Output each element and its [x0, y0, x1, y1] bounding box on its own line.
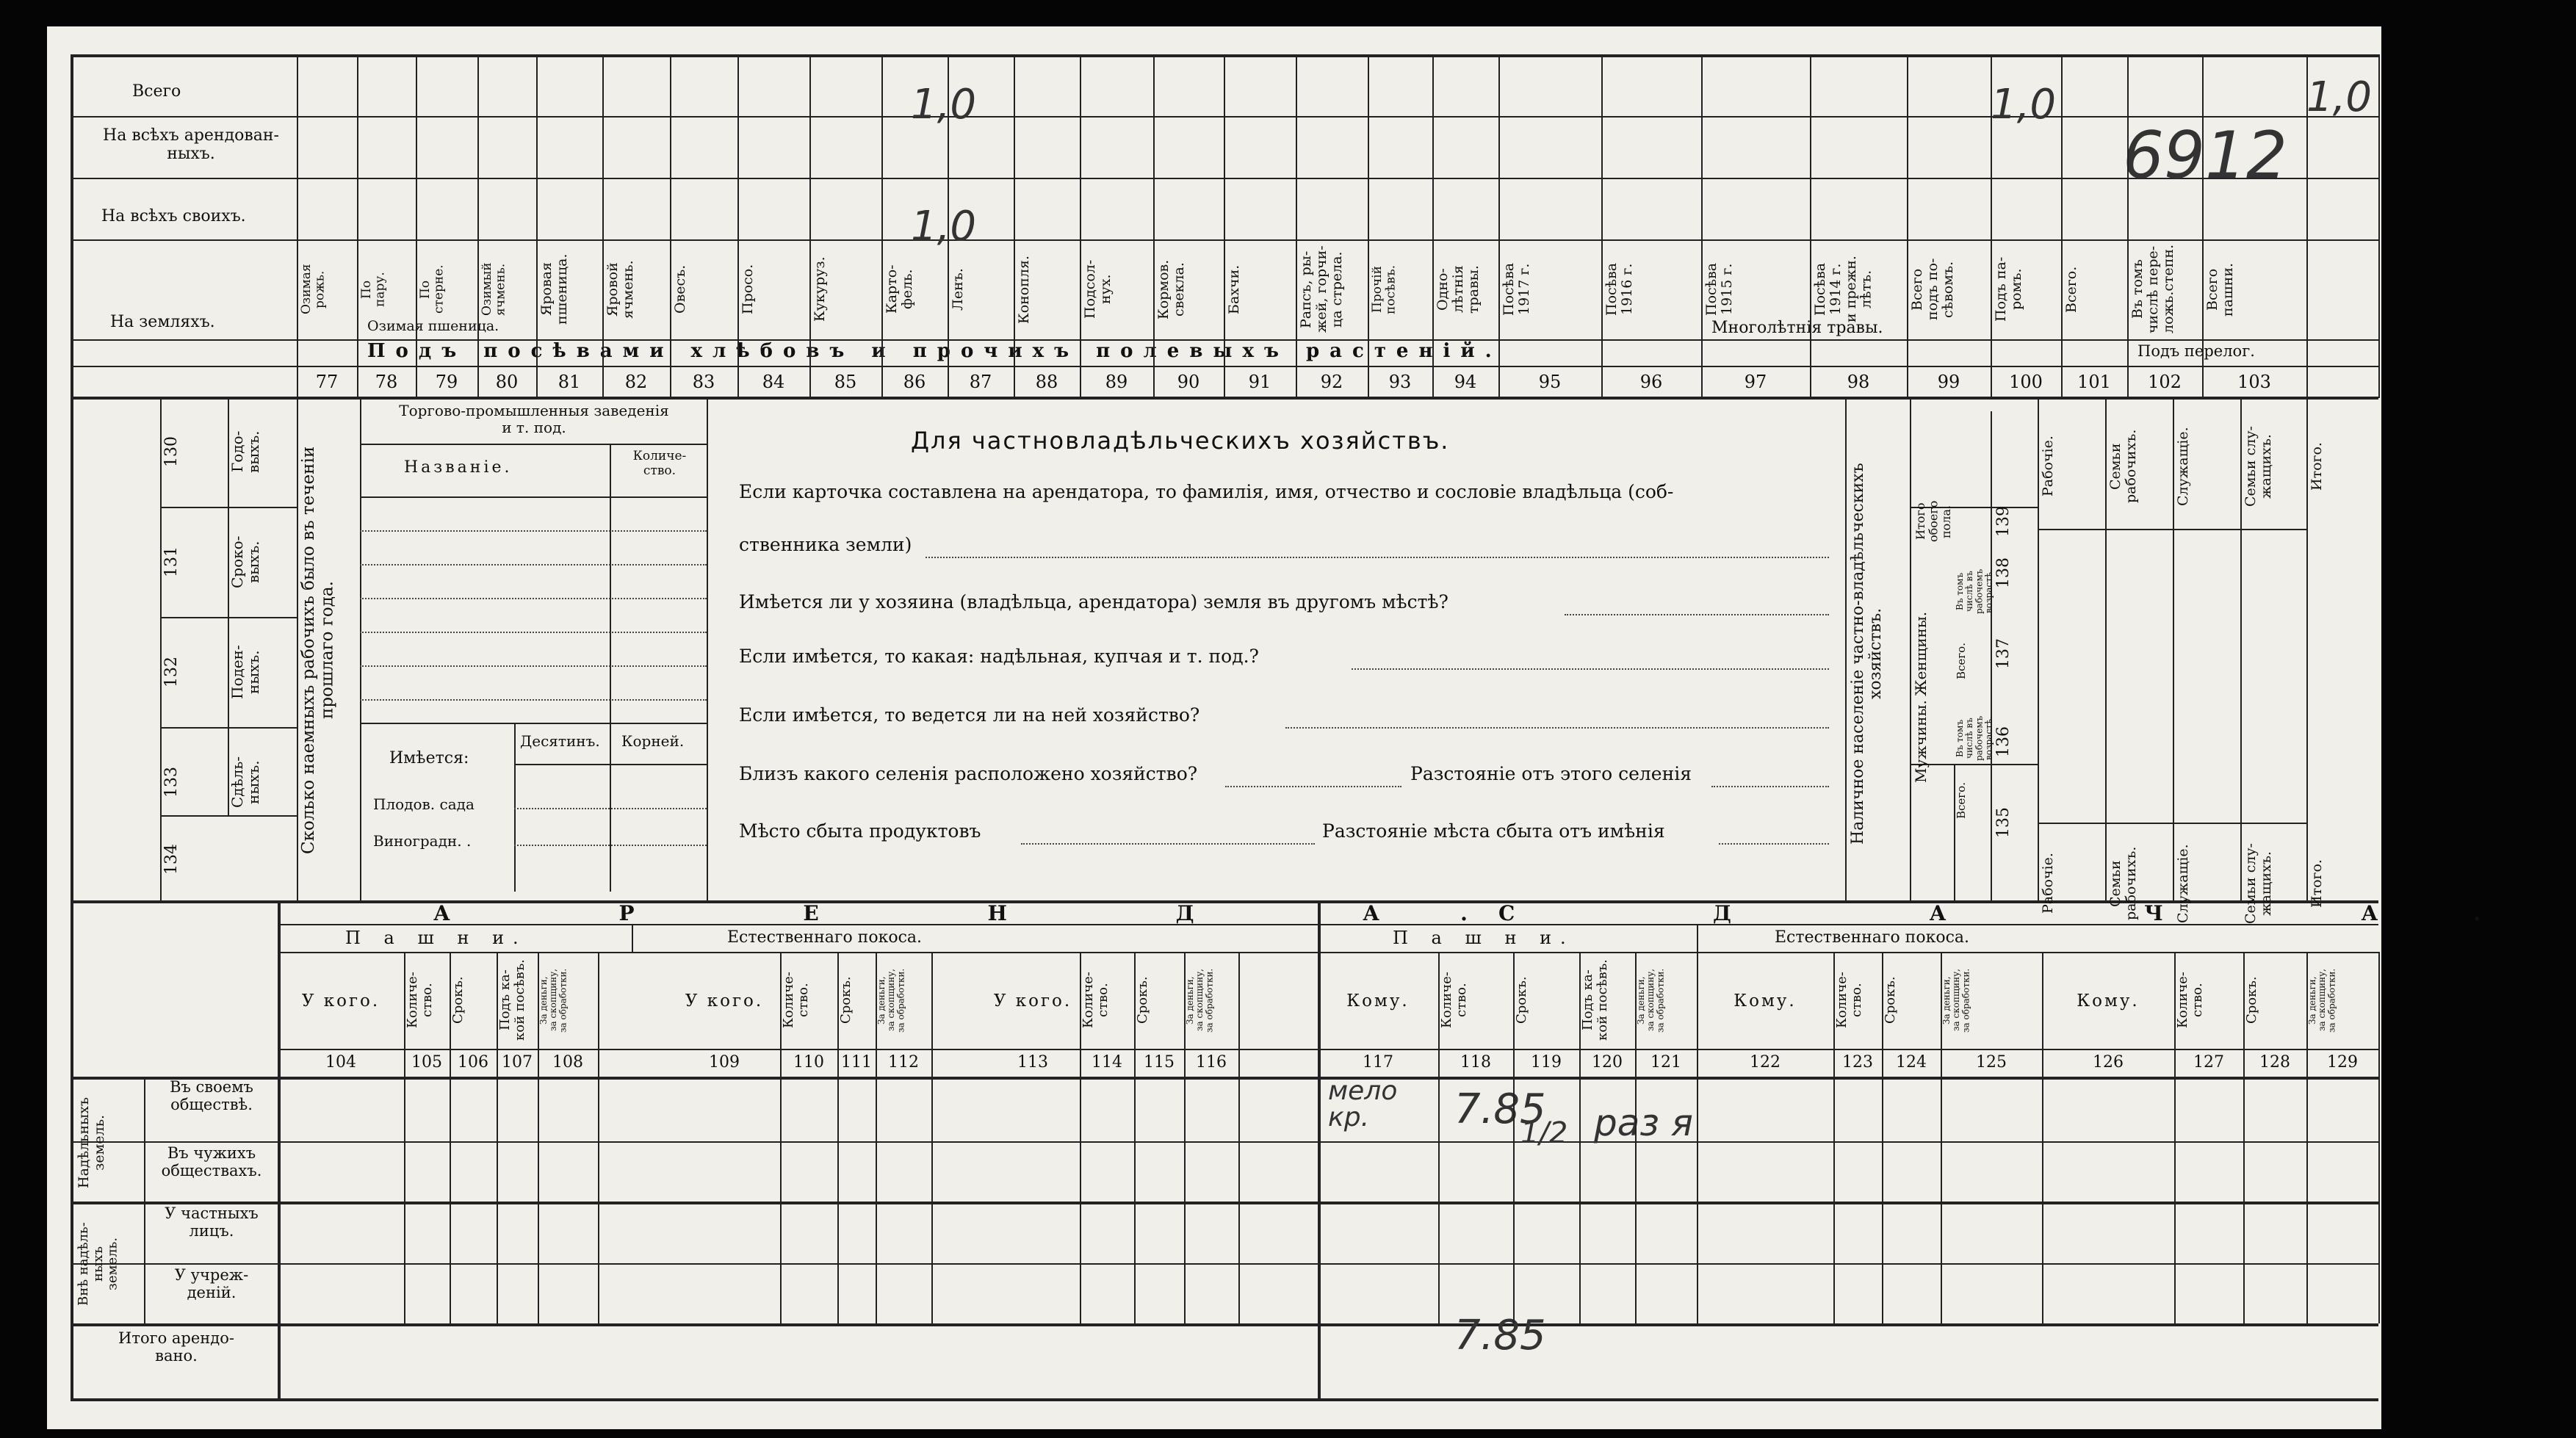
- name-header: Названіе.: [404, 458, 513, 477]
- lease-col-rule: [598, 952, 599, 1323]
- vineyard-label: Виноградн. .: [373, 832, 472, 850]
- crop-col-number: 94: [1454, 372, 1477, 392]
- crop-col-label: Всего подъ по- сѣвомъ.: [1909, 258, 1956, 321]
- top-col-rule: [1080, 54, 1081, 398]
- crop-col-number: 92: [1320, 372, 1343, 392]
- crop-col-label: Конопля.: [1016, 255, 1032, 324]
- lease-col-label: Количе- ство.: [2175, 972, 2205, 1029]
- hired-workers-num: 134: [162, 844, 181, 875]
- crop-col-number: 78: [375, 372, 398, 392]
- hired-workers-num: 130: [162, 436, 181, 467]
- lease-col-label: За деньги, за скопщину, за обработки.: [2307, 968, 2337, 1033]
- crops-band: Подъ посѣвами хлѣбовъ и прочихъ полевыхъ растеній.: [367, 340, 1502, 362]
- crop-col-label: Въ томъ числѣ пере- ложь.степн.: [2129, 244, 2176, 333]
- crop-col-label: Озимый ячмень.: [480, 262, 508, 317]
- lease-col-number: 111: [841, 1053, 872, 1072]
- meadow-in-header: Естественнаго покоса.: [727, 928, 923, 947]
- top-col-rule: [737, 54, 739, 398]
- lease-col-label: У кого.: [993, 991, 1072, 1011]
- women-label: Женщины.: [1912, 611, 1930, 696]
- row-own: На всѣхъ своихъ.: [101, 207, 246, 225]
- row-total-leased: Итого арендо- вано.: [118, 1329, 234, 1365]
- crop-col-number: 77: [315, 372, 339, 392]
- sub-fallow: Подъ перелог.: [2137, 342, 2255, 360]
- crop-col-label: Подъ па- ромъ.: [1993, 256, 2024, 322]
- top-col-rule: [1991, 54, 1992, 398]
- crop-col-label: Всего.: [2063, 266, 2079, 313]
- staff-col-label: Итого.: [2309, 442, 2325, 491]
- staff-col-label: Семьи слу- жащихъ.: [2243, 843, 2274, 924]
- staff-col-label: Служащіе.: [2175, 844, 2191, 923]
- crop-col-number: 93: [1388, 372, 1412, 392]
- crop-col-label: Овесъ.: [672, 264, 688, 314]
- crop-col-number: 98: [1847, 372, 1870, 392]
- hired-workers-col: Сдѣль- ныхъ.: [228, 756, 262, 809]
- hired-workers-title: Сколько наемныхъ рабочихъ было въ теченіи прошлаго года.: [299, 446, 337, 854]
- top-col-rule: [1810, 54, 1811, 398]
- question-owner-2: ственника земли): [739, 534, 912, 555]
- lease-col-label: За деньги, за скопщину, за обработки.: [1185, 968, 1215, 1033]
- lease-col-number: 120: [1592, 1053, 1623, 1072]
- population-total-label: Всего.: [1955, 643, 1968, 679]
- top-col-rule: [2202, 54, 2204, 398]
- lease-col-label: Срокъ.: [2244, 976, 2259, 1025]
- top-col-rule: [948, 54, 949, 398]
- lease-out-title: С Д А Ч А.: [1498, 901, 2576, 925]
- lease-col-label: За деньги, за скопщину, за обработки.: [1941, 968, 1971, 1033]
- top-col-rule: [2378, 54, 2380, 398]
- handwritten-crop: раз я: [1594, 1102, 1693, 1144]
- crop-col-number: 97: [1744, 372, 1767, 392]
- population-col-number: 136: [1994, 726, 2013, 757]
- lease-col-number: 105: [411, 1053, 442, 1072]
- lease-col-number: 107: [502, 1053, 533, 1072]
- crop-col-number: 101: [2077, 372, 2111, 392]
- hired-workers-num: 132: [162, 657, 181, 687]
- top-col-rule: [416, 54, 417, 398]
- crop-col-number: 91: [1248, 372, 1271, 392]
- lease-col-number: 123: [1842, 1053, 1873, 1072]
- lease-group-rule: [1697, 924, 1698, 952]
- crop-col-label: Яровая пшеница.: [538, 253, 570, 325]
- lease-col-number: 112: [888, 1053, 919, 1072]
- has-label: Имѣется:: [389, 749, 469, 767]
- population-total-label: Всего.: [1955, 782, 1968, 819]
- population-title: Наличное населеніе частно-владѣльческихъ хозяйствъ.: [1849, 463, 1886, 845]
- crop-col-label: Кормов. свекла.: [1155, 259, 1187, 319]
- trade-title: Торгово-промышленныя заведенія и т. под.: [399, 402, 669, 436]
- crop-col-number: 103: [2237, 372, 2271, 392]
- lease-col-number: 124: [1896, 1053, 1927, 1072]
- crop-col-label: Рапсъ, ры- жей, горчи- ца стрела.: [1298, 245, 1345, 333]
- lease-col-label: Срокъ.: [1135, 976, 1150, 1025]
- lease-col-label: У кого.: [301, 991, 380, 1011]
- lease-col-label: Количе- ство.: [781, 972, 811, 1029]
- lease-col-number: 118: [1460, 1053, 1491, 1072]
- top-col-rule: [1296, 54, 1297, 398]
- lease-col-label: Подъ ка- кой посѣвъ.: [497, 959, 527, 1041]
- lease-col-number: 114: [1092, 1053, 1122, 1072]
- crop-col-number: 79: [435, 372, 458, 392]
- lease-col-label: Количе- ство.: [405, 972, 435, 1029]
- handwritten-total: 1,0: [911, 81, 977, 129]
- lease-col-number: 113: [1017, 1053, 1048, 1072]
- lease-group-rule: [632, 924, 633, 952]
- top-col-rule: [1601, 54, 1603, 398]
- lease-col-number: 115: [1144, 1053, 1175, 1072]
- lease-col-label: Кому.: [1733, 991, 1797, 1011]
- top-col-rule: [670, 54, 671, 398]
- hired-workers-num: 131: [162, 546, 181, 577]
- lease-col-label: Количе- ство.: [1439, 972, 1469, 1029]
- lease-col-number: 129: [2327, 1053, 2358, 1072]
- lease-col-number: 108: [552, 1053, 583, 1072]
- row-lands: На земляхъ.: [110, 313, 215, 331]
- crop-col-label: Озимая рожь.: [299, 264, 328, 315]
- handwritten-quantity: 7.85: [1454, 1085, 1546, 1133]
- crop-col-label: Посѣва 1916 г.: [1603, 262, 1635, 317]
- crop-col-number: 89: [1105, 372, 1128, 392]
- question-market: Мѣсто сбыта продуктовъ: [739, 820, 981, 842]
- question-owner-1: Если карточка составлена на арендатора, то фамилія, имя, отчество и сословіе владѣльца (соб-: [739, 481, 1674, 502]
- sub-perennial: Многолѣтнія травы.: [1711, 319, 1883, 337]
- top-col-rule: [2127, 54, 2129, 398]
- lease-col-label: Кому.: [2077, 991, 2140, 1011]
- crop-col-number: 90: [1177, 372, 1200, 392]
- lease-col-number: 104: [325, 1053, 356, 1072]
- top-col-rule: [1224, 54, 1225, 398]
- lease-col-number: 127: [2193, 1053, 2224, 1072]
- handwritten-own: 1,0: [911, 203, 977, 250]
- question-village: Близъ какого селенія расположено хозяйство?: [739, 763, 1198, 784]
- hired-workers-num: 133: [162, 767, 181, 798]
- lease-col-number: 109: [709, 1053, 740, 1072]
- hired-workers-col: Поден- ныхъ.: [228, 645, 262, 699]
- crop-col-number: 100: [2009, 372, 2043, 392]
- crop-col-label: Карто- фель.: [884, 264, 915, 314]
- crop-col-label: Кукуруз.: [812, 256, 828, 322]
- crop-col-number: 80: [495, 372, 519, 392]
- crop-col-number: 83: [692, 372, 715, 392]
- crop-col-label: Прочій посѣвъ.: [1370, 264, 1399, 314]
- question-village-distance: Разстояніе отъ этого селенія: [1410, 763, 1692, 784]
- crop-col-number: 96: [1639, 372, 1663, 392]
- private-farms-title: Для частновладѣльческихъ хозяйствъ.: [911, 427, 1450, 455]
- top-col-rule: [477, 54, 479, 398]
- handwritten-card-number: 6912: [2123, 118, 2287, 193]
- handwritten-lessee: мело кр.: [1328, 1076, 1398, 1132]
- question-other-land: Имѣется ли у хозяина (владѣльца, арендатора) земля въ другомъ мѣстѣ?: [739, 591, 1448, 613]
- arable-in-header: П а ш н и.: [345, 928, 527, 948]
- crop-col-number: 102: [2148, 372, 2182, 392]
- lease-col-rule: [2378, 952, 2380, 1323]
- lease-col-rule: [931, 952, 933, 1323]
- lease-col-label: За деньги, за скопщину, за обработки.: [876, 968, 906, 1033]
- crop-col-number: 86: [903, 372, 926, 392]
- population-col-number: 138: [1994, 557, 2013, 588]
- top-col-rule: [357, 54, 358, 398]
- crop-col-label: Посѣва 1915 г.: [1703, 262, 1735, 317]
- crop-col-number: 95: [1538, 372, 1562, 392]
- population-col-number: 135: [1994, 807, 2013, 838]
- lease-col-number: 122: [1750, 1053, 1781, 1072]
- staff-col-label: Служащіе.: [2175, 427, 2191, 506]
- staff-col-label: Итого.: [2309, 859, 2325, 908]
- crop-col-label: Ленъ.: [950, 268, 966, 311]
- handwritten-total-qty: 7.85: [1454, 1312, 1546, 1359]
- men-label: Мужчины.: [1912, 700, 1930, 784]
- crop-col-label: Подсол- нух.: [1082, 259, 1114, 319]
- lease-col-label: Подъ ка- кой посѣвъ.: [1580, 959, 1610, 1041]
- allotment-lands-label: Надѣльныхъ земель.: [76, 1096, 107, 1189]
- qty-header: Количе- ство.: [632, 449, 687, 478]
- top-col-rule: [297, 54, 298, 398]
- question-market-distance: Разстояніе мѣста сбыта отъ имѣнія: [1322, 820, 1665, 842]
- lease-col-number: 117: [1363, 1053, 1393, 1072]
- crop-col-label: По пару.: [359, 272, 388, 307]
- lease-col-number: 119: [1531, 1053, 1562, 1072]
- lease-col-number: 110: [793, 1053, 824, 1072]
- row-private-persons: У частныхъ лицъ.: [165, 1204, 259, 1240]
- desyatin-header: Десятинъ.: [520, 732, 600, 750]
- sub-winter-wheat: Озимая пшеница.: [367, 318, 499, 334]
- top-col-rule: [1432, 54, 1434, 398]
- crop-col-number: 85: [834, 372, 857, 392]
- meadow-out-header: Естественнаго покоса.: [1775, 928, 1970, 947]
- crop-col-label: Одно- лѣтнія травы.: [1435, 265, 1482, 314]
- lease-col-rule: [1238, 952, 1240, 1323]
- roots-header: Корней.: [621, 732, 685, 750]
- top-col-rule: [809, 54, 811, 398]
- lease-col-label: Срокъ.: [1883, 976, 1898, 1025]
- working-age-label: Въ томъ числѣ въ рабочемъ возрастѣ.: [1955, 715, 1994, 761]
- top-col-rule: [2061, 54, 2063, 398]
- staff-col-label: Семьи рабочихъ.: [2107, 846, 2139, 921]
- top-col-rule: [1907, 54, 1908, 398]
- population-col-number: 137: [1994, 638, 2013, 669]
- crop-col-label: Посѣва 1917 г.: [1501, 262, 1532, 317]
- lease-in-title: А Р Е Н Д А.: [433, 901, 1548, 925]
- question-land-type: Если имѣется, то какая: надѣльная, купчая и т. под.?: [739, 646, 1259, 667]
- crop-col-number: 84: [762, 372, 785, 392]
- crop-col-label: Бахчи.: [1226, 264, 1242, 314]
- crop-col-number: 81: [558, 372, 581, 392]
- row-institutions: У учреж- деній.: [174, 1266, 249, 1302]
- orchard-label: Плодов. сада: [373, 795, 475, 813]
- top-col-rule: [1498, 54, 1500, 398]
- row-rented: На всѣхъ арендован- ныхъ.: [103, 126, 279, 164]
- row-other-societies: Въ чужихъ обществахъ.: [161, 1144, 262, 1180]
- lease-col-label: Срокъ.: [450, 976, 466, 1025]
- lease-col-label: Срокъ.: [1514, 976, 1529, 1025]
- crop-col-label: По стерне.: [418, 264, 447, 314]
- handwritten-total-sown: 1,0: [1991, 81, 2057, 129]
- crop-col-number: 99: [1937, 372, 1960, 392]
- lease-col-number: 116: [1196, 1053, 1227, 1072]
- top-col-rule: [2306, 54, 2308, 398]
- top-col-rule: [602, 54, 604, 398]
- lease-col-label: Кому.: [1346, 991, 1410, 1011]
- staff-col-label: Семьи рабочихъ.: [2107, 429, 2139, 504]
- arable-out-header: П а ш н и.: [1393, 928, 1575, 948]
- lease-col-label: За деньги, за скопщину, за обработки.: [538, 968, 569, 1033]
- row-own-society: Въ своемъ обществѣ.: [170, 1078, 253, 1114]
- handwritten-term: 1/2: [1520, 1116, 1568, 1150]
- population-col-number: 139: [1994, 506, 2013, 537]
- lease-col-number: 125: [1976, 1053, 2007, 1072]
- total-both-sexes: Итого обоего пола.: [1913, 500, 1954, 543]
- lease-col-label: Количе- ство.: [1080, 972, 1111, 1029]
- top-col-rule: [881, 54, 883, 398]
- crop-col-label: Яровой ячмень.: [605, 260, 636, 319]
- lease-col-label: Количе- ство.: [1834, 972, 1864, 1029]
- top-col-rule: [1368, 54, 1369, 398]
- crop-col-label: Всего пашни.: [2204, 262, 2236, 317]
- staff-col-label: Семьи слу- жащихъ.: [2243, 426, 2274, 507]
- crop-col-label: Просо.: [740, 264, 756, 315]
- top-col-rule: [1153, 54, 1155, 398]
- row-total: Всего: [132, 82, 181, 101]
- hired-workers-col: Сроко- выхъ.: [228, 535, 262, 588]
- crop-col-label: Посѣва 1914 г. и прежн. лѣтъ.: [1812, 256, 1875, 323]
- staff-col-label: Рабочіе.: [2040, 436, 2056, 497]
- hired-workers-col: Годо- выхъ.: [228, 430, 262, 473]
- lease-col-number: 106: [458, 1053, 488, 1072]
- staff-col-label: Рабочіе.: [2040, 853, 2056, 914]
- working-age-label: Въ томъ числѣ въ рабочемъ возрастѣ.: [1955, 568, 1994, 614]
- crop-col-number: 87: [969, 372, 992, 392]
- top-col-rule: [1701, 54, 1703, 398]
- crop-col-number: 88: [1035, 372, 1058, 392]
- lease-col-label: Срокъ.: [838, 976, 854, 1025]
- lease-col-number: 128: [2259, 1053, 2290, 1072]
- top-col-rule: [1014, 54, 1015, 398]
- top-col-rule: [536, 54, 538, 398]
- lease-col-label: У кого.: [685, 991, 764, 1011]
- lease-col-number: 121: [1650, 1053, 1681, 1072]
- crop-col-number: 82: [624, 372, 648, 392]
- lease-col-label: За деньги, за скопщину, за обработки.: [1636, 968, 1666, 1033]
- non-allotment-lands-label: Внѣ надѣль- ныхъ земель.: [76, 1222, 120, 1306]
- question-farming: Если имѣется, то ведется ли на ней хозяйство?: [739, 704, 1200, 726]
- handwritten-total-arable: 1,0: [2306, 73, 2373, 121]
- lease-col-number: 126: [2093, 1053, 2124, 1072]
